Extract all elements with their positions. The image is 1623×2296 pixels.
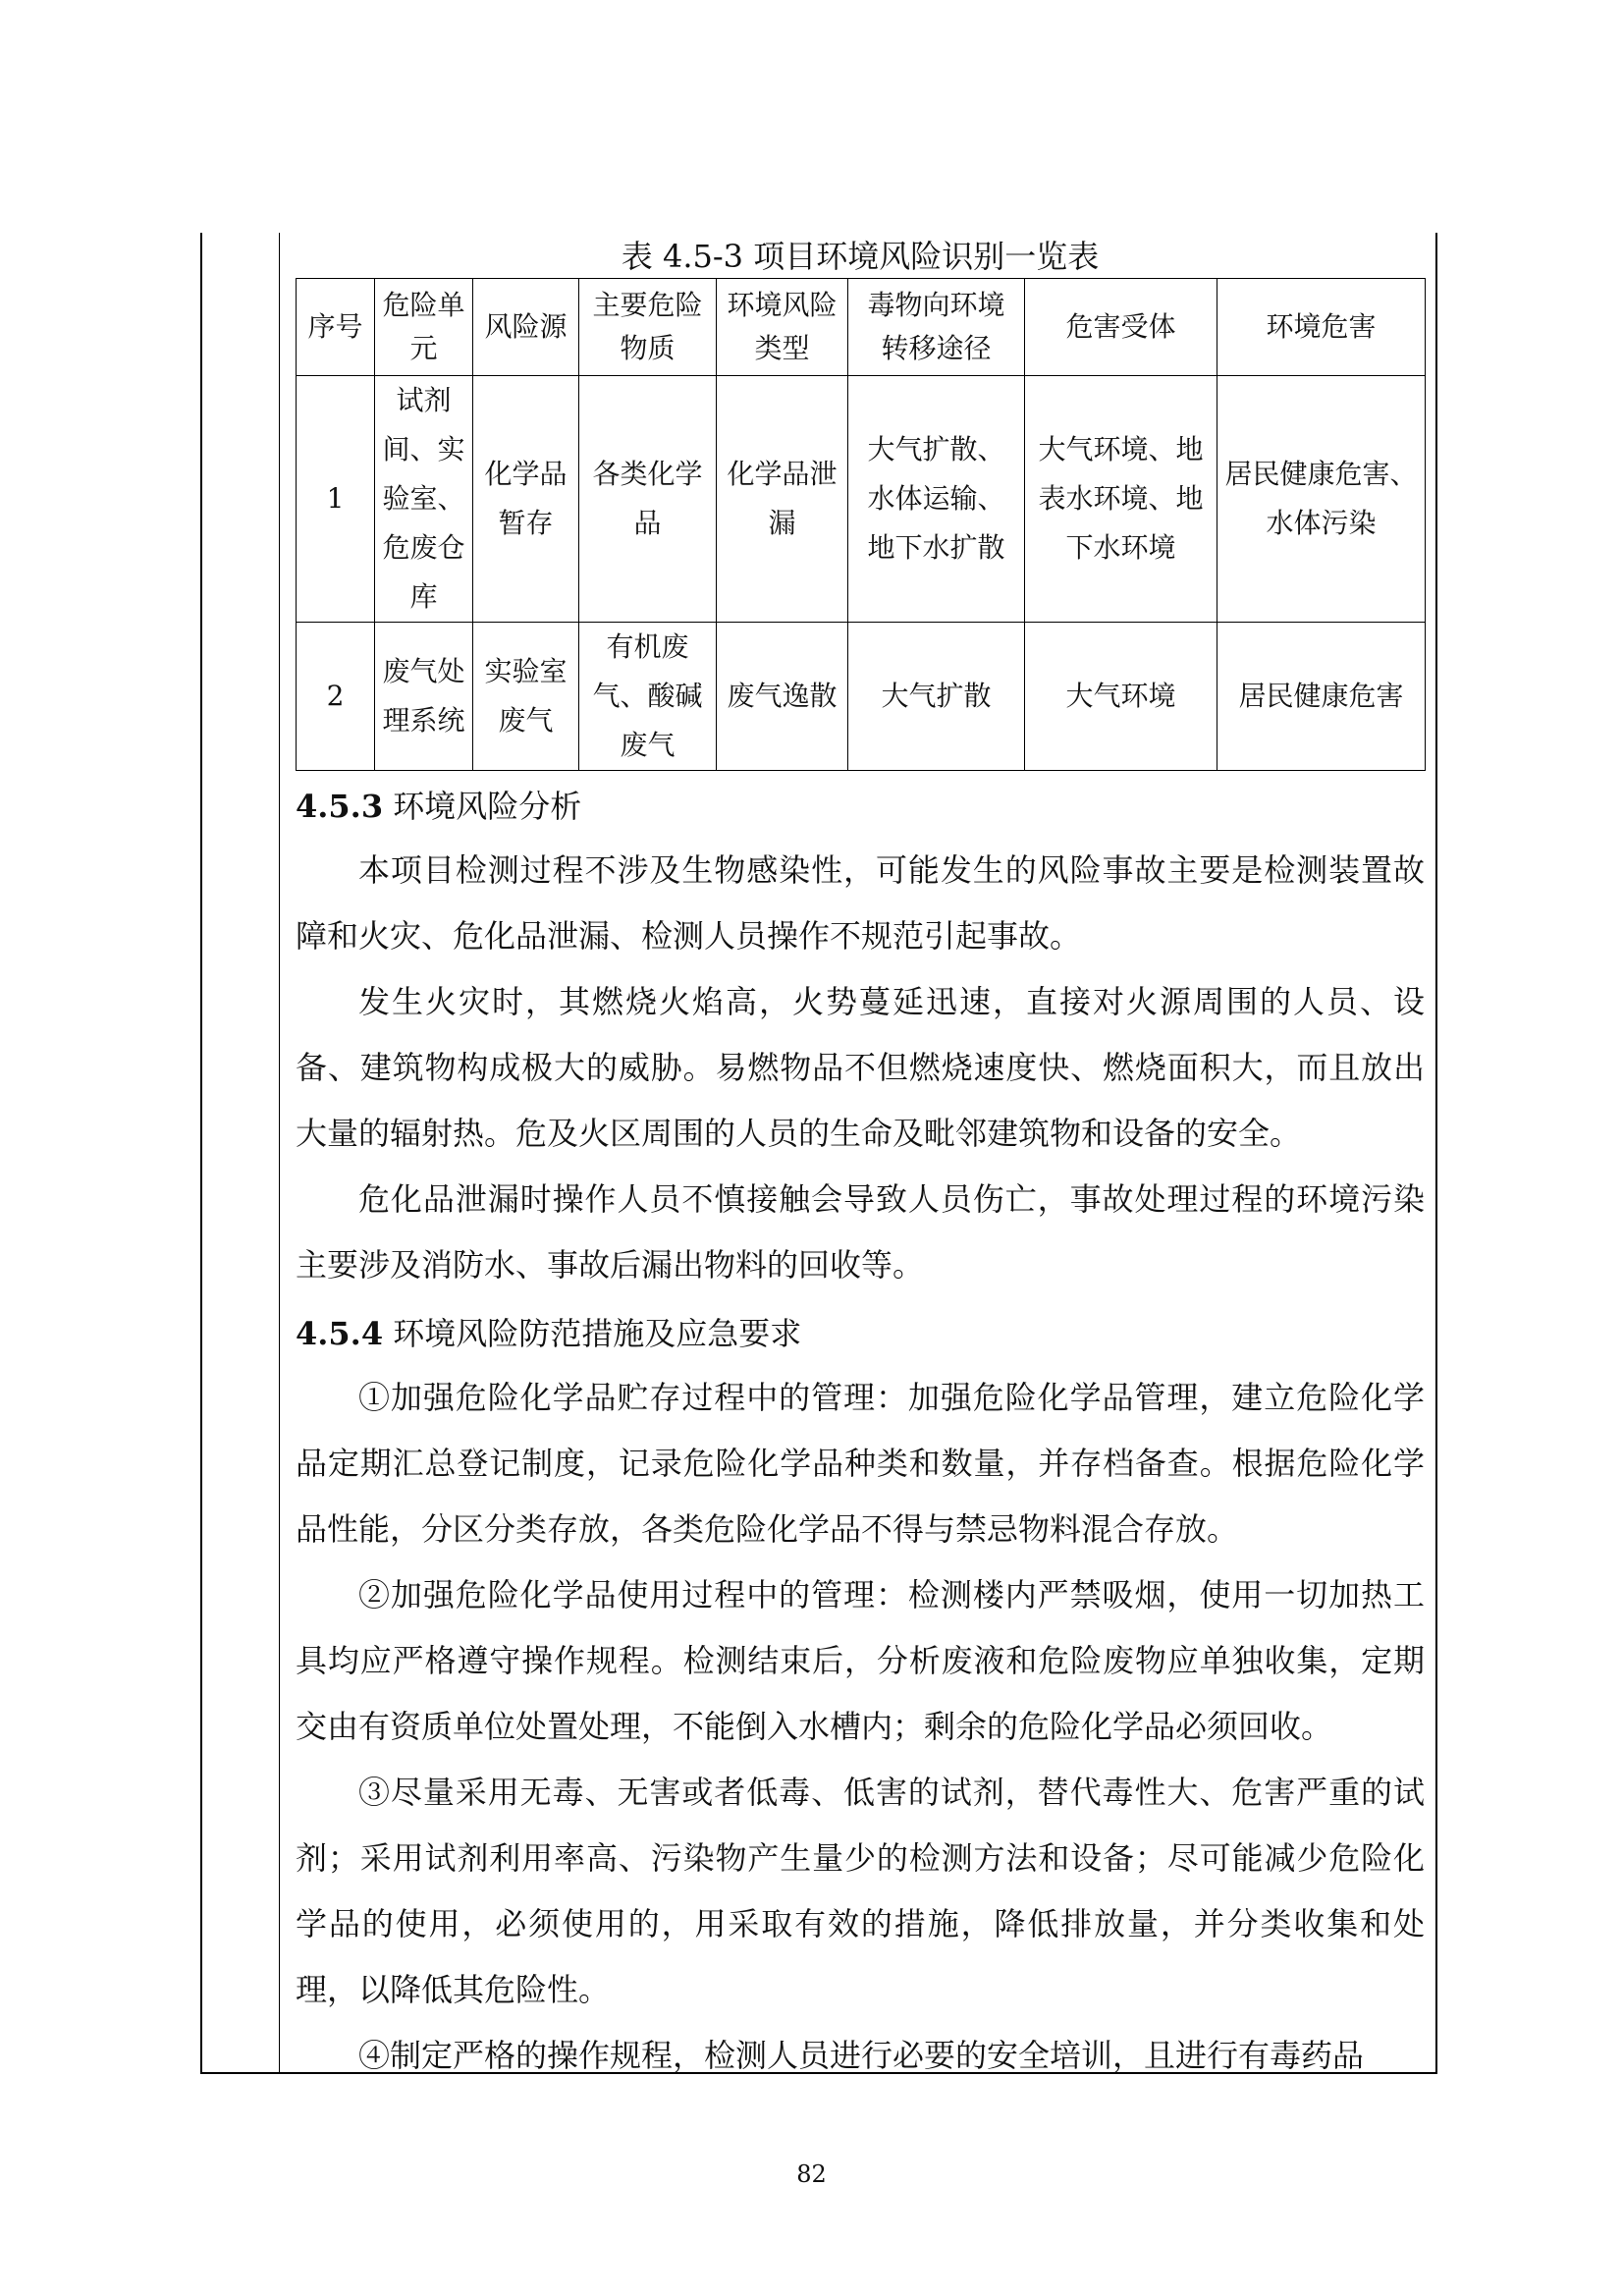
header-cell: 环境风险类型 — [717, 279, 848, 376]
table-title: 表 4.5-3 项目环境风险识别一览表 — [621, 238, 1100, 275]
header-cell: 毒物向环境转移途径 — [848, 279, 1025, 376]
table-cell: 有机废气、酸碱废气 — [579, 623, 717, 771]
table-cell: 1 — [297, 376, 375, 623]
page-number: 82 — [796, 2160, 827, 2188]
section-heading-4-5-3 — [296, 775, 1425, 838]
table-cell: 化学品暂存 — [473, 376, 579, 623]
paragraph: 本项目检测过程不涉及生物感染性，可能发生的风险事故主要是检测装置故障和火灾、危化品泄漏、检测人员操作不规范引起事故。 — [296, 851, 1425, 955]
table-row — [297, 376, 1426, 623]
table-cell: 2 — [297, 623, 375, 771]
table-cell: 各类化学品 — [579, 376, 717, 623]
header-cell: 序号 — [297, 279, 375, 376]
content-column — [296, 233, 1425, 2089]
section-number: 4.5.3 — [296, 788, 384, 825]
section-number: 4.5.4 — [296, 1315, 384, 1352]
table-cell: 废气逸散 — [717, 623, 848, 771]
section-title: 环境风险分析 — [383, 788, 582, 825]
table-cell: 化学品泄漏 — [717, 376, 848, 623]
table-cell: 大气环境、地表水环境、地下水环境 — [1025, 376, 1217, 623]
header-cell: 风险源 — [473, 279, 579, 376]
table-cell: 居民健康危害、水体污染 — [1217, 376, 1426, 623]
table-cell: 大气扩散、水体运输、地下水扩散 — [848, 376, 1025, 623]
paragraph: 危化品泄漏时操作人员不慎接触会导致人员伤亡，事故处理过程的环境污染主要涉及消防水、事故后漏出物料的回收等。 — [296, 1180, 1425, 1284]
table-row — [297, 623, 1426, 771]
table-cell: 大气环境 — [1025, 623, 1217, 771]
table-cell: 废气处理系统 — [375, 623, 473, 771]
risk-table — [296, 278, 1426, 771]
table-cell: 试剂间、实验室、危废仓库 — [375, 376, 473, 623]
header-cell: 主要危险物质 — [579, 279, 717, 376]
paragraph: 发生火灾时，其燃烧火焰高，火势蔓延迅速，直接对火源周围的人员、设备、建筑物构成极大的威胁。易燃物品不但燃烧速度快、燃烧面积大，而且放出大量的辐射热。危及火区周围的人员的生命及毗邻建筑物和设备的安全。 — [296, 983, 1425, 1152]
header-cell: 环境危害 — [1217, 279, 1426, 376]
table-cell: 大气扩散 — [848, 623, 1025, 771]
table-cell: 居民健康危害 — [1217, 623, 1426, 771]
header-cell: 危害受体 — [1025, 279, 1217, 376]
header-cell: 危险单元 — [375, 279, 473, 376]
frame-divider — [279, 233, 280, 2072]
page-frame — [200, 233, 1437, 2074]
measure-paragraph: ③尽量采用无毒、无害或者低毒、低害的试剂，替代毒性大、危害严重的试剂；采用试剂利用率高、污染物产生量少的检测方法和设备；尽可能减少危险化学品的使用，必须使用的，用采取有效的措施，降低排放量，并分类收集和处理，以降低其危险性。 — [296, 1774, 1425, 2008]
measure-paragraph: ②加强危险化学品使用过程中的管理：检测楼内严禁吸烟，使用一切加热工具均应严格遵守操作规程。检测结束后，分析废液和危险废物应单独收集，定期交由有资质单位处置处理，不能倒入水槽内；剩余的危险化学品必须回收。 — [296, 1576, 1425, 1745]
section-heading-4-5-4 — [296, 1302, 1425, 1365]
table-header-row — [297, 279, 1426, 376]
section-title: 环境风险防范措施及应急要求 — [383, 1315, 802, 1352]
measure-paragraph: ①加强危险化学品贮存过程中的管理：加强危险化学品管理，建立危险化学品定期汇总登记制度，记录危险化学品种类和数量，并存档备查。根据危险化学品性能，分区分类存放，各类危险化学品不得与禁忌物料混合存放。 — [296, 1379, 1425, 1548]
table-cell: 实验室废气 — [473, 623, 579, 771]
measure-paragraph: ④制定严格的操作规程，检测人员进行必要的安全培训，且进行有毒药品 — [358, 2037, 1365, 2074]
